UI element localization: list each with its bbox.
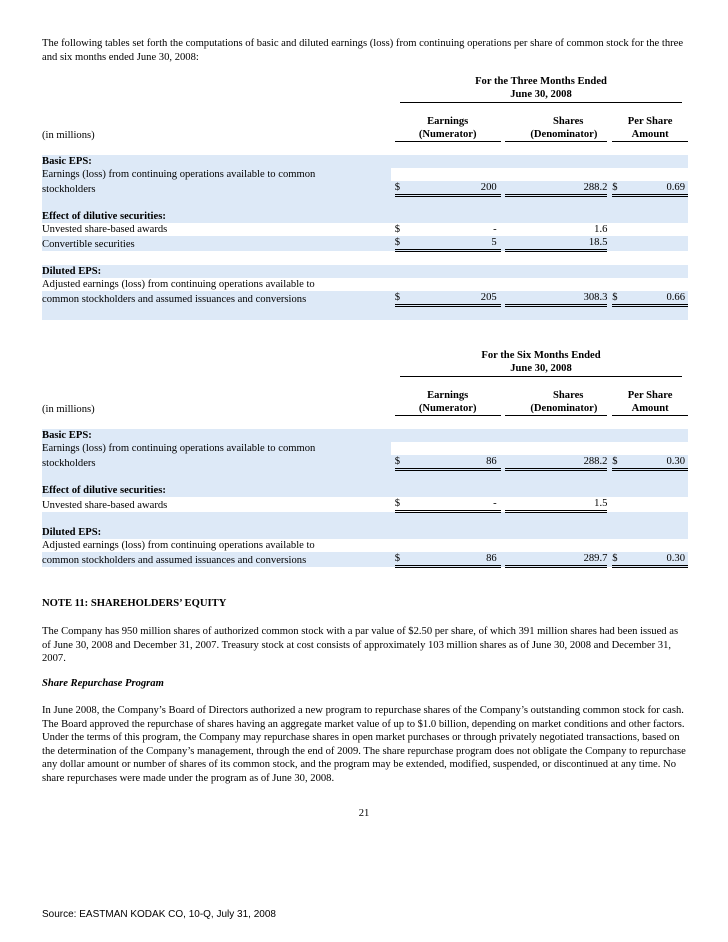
basic-currency: $ <box>395 181 409 196</box>
diluted-currency: $ <box>395 552 409 567</box>
table2-header-rule <box>400 376 682 377</box>
table1-period-line1: For the Three Months Ended <box>475 76 607 87</box>
numerator-col-header: (Numerator) <box>395 128 501 142</box>
amount-col-header: Amount <box>612 402 688 416</box>
dilutive-heading: Effect of dilutive securities: <box>42 210 391 223</box>
source-footer: Source: EASTMAN KODAK CO, 10-Q, July 31, 2008 <box>42 909 276 920</box>
unvested-shares-value: 1.6 <box>594 224 608 235</box>
unvested-label: Unvested share-based awards <box>42 224 168 235</box>
unvested-label: Unvested share-based awards <box>42 499 168 511</box>
diluted-pershare-currency: $ <box>612 291 626 306</box>
pershare-col-header: Per Share <box>627 390 673 401</box>
diluted-shares-value: 289.7 <box>505 552 608 567</box>
basic-pershare-value: 0.30 <box>626 455 688 470</box>
note-paragraph: The Company has 950 million shares of authorized common stock with a par value of $2.50 per share, of which 391 million shares had been issued as of June 30, 2008 and December 31, 2007. Treasury stock at cost consists of approximately 103 million shares as of June 30, 2008 and December 31, 2007. <box>42 626 679 665</box>
earnings-col-header: Earnings <box>427 390 469 401</box>
denominator-col-header: (Denominator) <box>505 128 608 142</box>
convertible-label: Convertible securities <box>42 236 391 251</box>
diluted-earnings-value: 205 <box>408 291 500 306</box>
diluted-pershare-value: 0.30 <box>626 552 688 567</box>
eps-table-three-months <box>42 115 688 320</box>
basic-eps-label-line2: stockholders <box>42 181 391 196</box>
basic-eps-heading: Basic EPS: <box>42 155 391 168</box>
diluted-eps-heading: Diluted EPS: <box>42 265 391 278</box>
basic-eps-label-line2: stockholders <box>42 455 391 470</box>
dilutive-heading: Effect of dilutive securities: <box>42 484 391 497</box>
diluted-earnings-value: 86 <box>408 552 500 567</box>
basic-eps-heading: Basic EPS: <box>42 429 391 442</box>
numerator-col-header: (Numerator) <box>395 402 501 416</box>
diluted-shares-value: 308.3 <box>505 291 608 306</box>
convertible-shares-value: 18.5 <box>505 236 608 251</box>
page-number: 21 <box>358 808 370 819</box>
diluted-currency: $ <box>395 291 409 306</box>
unvested-shares-value: 1.5 <box>505 497 608 512</box>
basic-eps-label-line1: Earnings (loss) from continuing operations available to common <box>42 442 391 455</box>
convertible-earnings-value: 5 <box>408 236 500 251</box>
unvested-earnings-value: - <box>493 224 497 235</box>
earnings-col-header: Earnings <box>427 116 469 127</box>
pershare-col-header: Per Share <box>627 116 673 127</box>
diluted-eps-heading: Diluted EPS: <box>42 526 391 539</box>
units-label: (in millions) <box>42 129 95 141</box>
eps-table-six-months <box>42 389 688 568</box>
denominator-col-header: (Denominator) <box>505 402 608 416</box>
table2-period-line1: For the Six Months Ended <box>481 350 601 361</box>
amount-col-header: Amount <box>612 128 688 142</box>
program-heading: Share Repurchase Program <box>42 678 164 689</box>
table2-period-header <box>400 349 682 375</box>
convertible-currency: $ <box>395 236 409 251</box>
table2-period-line2: June 30, 2008 <box>510 363 572 374</box>
program-paragraph: In June 2008, the Company’s Board of Directors authorized a new program to repurchase shares of the Company’s outstanding common stock for cash. The Board approved the repurchase of shares having an aggregate market value of up to $1.0 billion, depending on market conditions and other factors. Under the terms of this program, the Company may repurchase shares in open market purchases or through privately negotiated transactions, based on the determination of the Company’s management, through the end of 2009. The share repurchase program does not obligate the Company to repurchase any dollar amount or number of shares of its common stock, and the program may be extended, modified, suspended, or discontinued at any time. No share repurchases were made under the program as of June 30, 2008. <box>42 705 686 784</box>
basic-shares-value: 288.2 <box>505 181 608 196</box>
basic-eps-label-line1: Earnings (loss) from continuing operations available to common <box>42 168 391 181</box>
basic-earnings-value: 86 <box>408 455 500 470</box>
diluted-pershare-value: 0.66 <box>626 291 688 306</box>
unvested-currency: $ <box>395 497 409 512</box>
note-heading: NOTE 11: SHAREHOLDERS’ EQUITY <box>42 598 227 609</box>
basic-currency: $ <box>395 455 409 470</box>
diluted-pershare-currency: $ <box>612 552 626 567</box>
basic-pershare-currency: $ <box>612 181 626 196</box>
basic-shares-value: 288.2 <box>505 455 608 470</box>
basic-pershare-value: 0.69 <box>626 181 688 196</box>
table1-period-header <box>400 75 682 101</box>
shares-col-header: Shares <box>553 116 584 127</box>
basic-earnings-value: 200 <box>408 181 500 196</box>
shares-col-header: Shares <box>553 390 584 401</box>
diluted-eps-label-line1: Adjusted earnings (loss) from continuing operations available to <box>42 279 315 290</box>
unvested-currency: $ <box>394 224 400 235</box>
table1-period-line2: June 30, 2008 <box>510 89 572 100</box>
diluted-eps-label-line1: Adjusted earnings (loss) from continuing operations available to <box>42 540 315 551</box>
basic-pershare-currency: $ <box>612 455 626 470</box>
diluted-eps-label-line2: common stockholders and assumed issuances and conversions <box>42 552 391 567</box>
units-label: (in millions) <box>42 403 95 415</box>
intro-paragraph: The following tables set forth the computations of basic and diluted earnings (loss) from continuing operations per share of common stock for the three and six months ended June 30, 2008: <box>42 38 684 63</box>
unvested-earnings-value: - <box>408 497 500 512</box>
diluted-eps-label-line2: common stockholders and assumed issuances and conversions <box>42 291 391 306</box>
table1-header-rule <box>400 102 682 103</box>
